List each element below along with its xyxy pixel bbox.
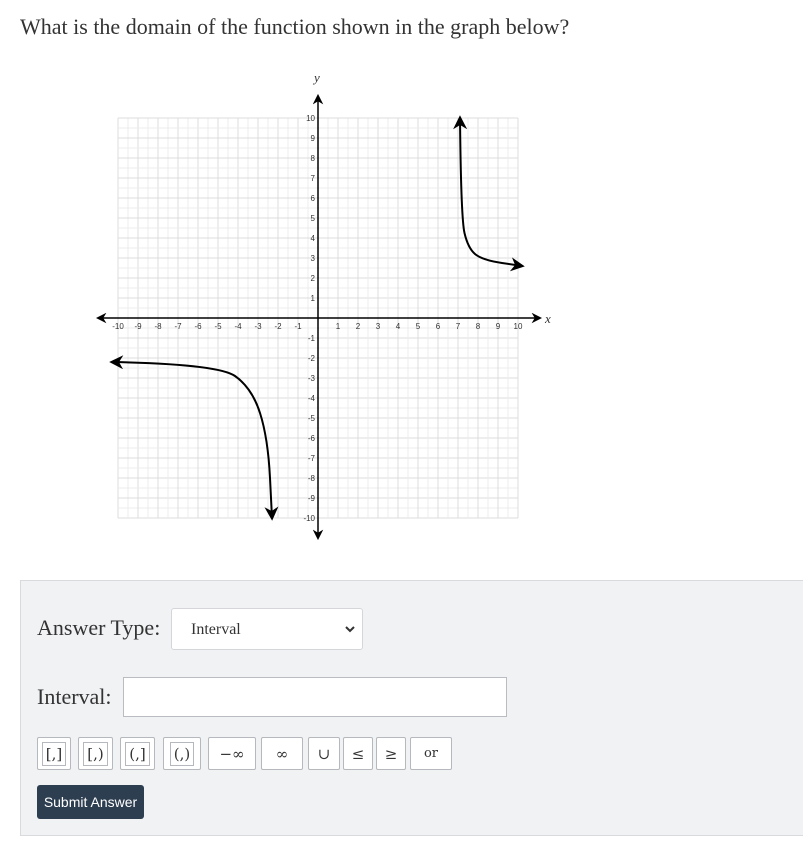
y-tick-label: -2	[307, 354, 315, 363]
x-tick-label: -6	[194, 322, 202, 331]
infinity-button[interactable]: ∞	[261, 737, 303, 770]
y-tick-label: 1	[310, 294, 315, 303]
y-tick-label: 3	[310, 254, 315, 263]
x-axis-label: x	[545, 311, 551, 326]
interval-input[interactable]	[123, 677, 507, 717]
x-tick-label: 1	[335, 322, 341, 331]
x-tick-label: -8	[154, 322, 162, 331]
x-tick-label: -5	[214, 322, 222, 331]
x-tick-label: 3	[375, 322, 381, 331]
x-tick-label: -2	[274, 322, 282, 331]
y-tick-label: 4	[310, 234, 315, 243]
answer-panel	[20, 580, 803, 836]
y-tick-label: 8	[310, 154, 315, 163]
x-tick-label: -9	[134, 322, 142, 331]
y-tick-label: 10	[306, 114, 315, 123]
answer-type-label: Answer Type:	[37, 615, 161, 640]
chevron-down-icon	[344, 623, 356, 635]
x-tick-label: 9	[495, 322, 501, 331]
x-tick-label: 5	[415, 322, 421, 331]
closed-closed-interval-button[interactable]: [,]	[37, 737, 71, 770]
y-tick-label: -9	[307, 494, 315, 503]
x-tick-label: -7	[174, 322, 182, 331]
y-tick-label: 7	[310, 174, 315, 183]
x-tick-label: -1	[294, 322, 302, 331]
x-tick-label: -4	[234, 322, 242, 331]
y-axis-label: y	[314, 70, 320, 85]
negative-infinity-button[interactable]: −∞	[208, 737, 256, 770]
greater-equal-button[interactable]: ≥	[376, 737, 406, 770]
x-tick-label: 6	[435, 322, 441, 331]
y-tick-label: -8	[307, 474, 315, 483]
open-open-interval-button[interactable]: (,)	[163, 737, 201, 770]
y-tick-label: -10	[303, 514, 315, 523]
x-tick-label: -3	[254, 322, 262, 331]
answer-type-select[interactable]	[171, 608, 363, 650]
y-tick-label: -1	[307, 334, 315, 343]
x-tick-label: 7	[455, 322, 461, 331]
x-tick-label: 4	[395, 322, 401, 331]
x-tick-label: 2	[355, 322, 361, 331]
closed-open-interval-button[interactable]: [,)	[78, 737, 113, 770]
interval-label: Interval:	[37, 684, 112, 709]
function-branch-1	[460, 118, 522, 266]
y-tick-label: -7	[307, 454, 315, 463]
submit-answer-button[interactable]: Submit Answer	[37, 785, 144, 819]
x-tick-label: -10	[112, 322, 124, 331]
answer-type-value: Interval	[191, 621, 241, 638]
open-closed-interval-button[interactable]: (,]	[120, 737, 155, 770]
or-button[interactable]: or	[410, 737, 452, 770]
question-text: What is the domain of the function shown in the graph below?	[20, 14, 570, 39]
union-button[interactable]: ∪	[308, 737, 340, 770]
y-tick-label: 5	[310, 214, 315, 223]
y-tick-label: -5	[307, 414, 315, 423]
x-tick-label: 10	[513, 322, 523, 331]
y-tick-label: -6	[307, 434, 315, 443]
y-tick-label: 9	[310, 134, 315, 143]
x-tick-label: 8	[475, 322, 481, 331]
less-equal-button[interactable]: ≤	[343, 737, 373, 770]
y-tick-label: 6	[310, 194, 315, 203]
y-tick-label: 2	[310, 274, 315, 283]
y-tick-label: -3	[307, 374, 315, 383]
y-tick-label: -4	[307, 394, 315, 403]
